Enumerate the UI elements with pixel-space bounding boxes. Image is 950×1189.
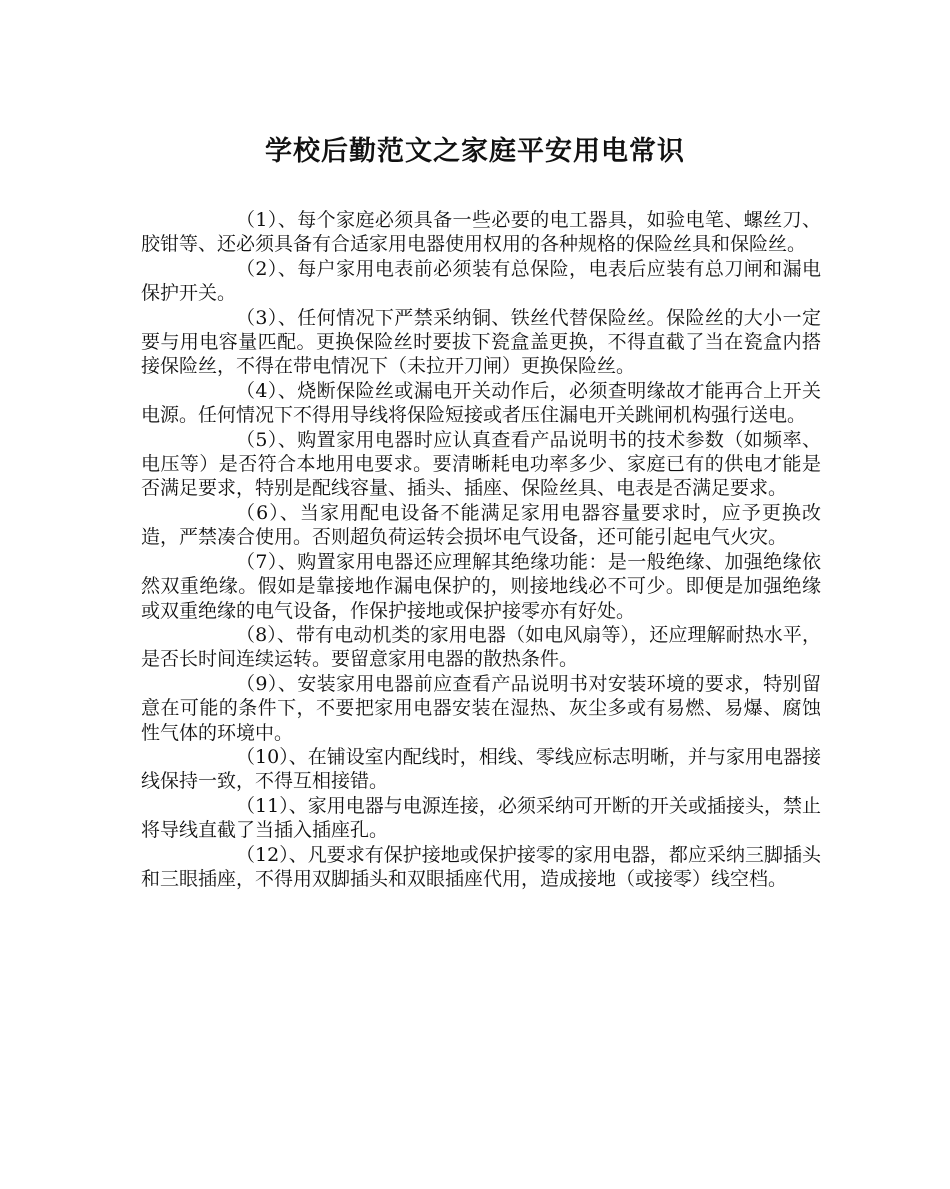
- paragraph-1: （1）、每个家庭必须具备一些必要的电工器具，如验电笔、螺丝刀、胶钳等、还必须具备有合适家用电器使用权用的各种规格的保险丝具和保险丝。: [141, 209, 821, 256]
- paragraph-2: （2）、每户家用电表前必须装有总保险，电表后应装有总刀闸和漏电保护开关。: [141, 257, 821, 305]
- paragraph-3: （3）、任何情况下严禁采纳铜、铁丝代替保险丝。保险丝的大小一定要与用电容量匹配。更换保险丝时要拔下瓷盒盖更换，不得直截了当在瓷盒内搭接保险丝，不得在带电情况下（未拉开刀闸）更换保险丝。: [141, 306, 821, 378]
- document-body: [141, 208, 821, 891]
- paragraph-12: （12）、凡要求有保护接地或保护接零的家用电器，都应采纳三脚插头和三眼插座，不得用双脚插头和双眼插座代用，造成接地（或接零）线空档。: [141, 843, 821, 890]
- paragraph-9: （9）、安装家用电器前应查看产品说明书对安装环境的要求，特别留意在可能的条件下，不要把家用电器安装在湿热、灰尘多或有易燃、易爆、腐蚀性气体的环境中。: [141, 672, 821, 744]
- paragraph-7: （7）、购置家用电器还应理解其绝缘功能：是一般绝缘、加强绝缘依然双重绝缘。假如是靠接地作漏电保护的，则接地线必不可少。即便是加强绝缘或双重绝缘的电气设备，作保护接地或保护接零亦有好处。: [141, 550, 821, 622]
- paragraph-8: （8）、带有电动机类的家用电器（如电风扇等），还应理解耐热水平，是否长时间连续运转。要留意家用电器的散热条件。: [141, 623, 821, 671]
- paragraph-11: （11）、家用电器与电源连接，必须采纳可开断的开关或插接头，禁止将导线直截了当插入插座孔。: [141, 794, 821, 842]
- paragraph-6: （6）、当家用配电设备不能满足家用电器容量要求时，应予更换改造，严禁凑合使用。否则超负荷运转会损坏电气设备，还可能引起电气火灾。: [141, 501, 821, 549]
- paragraph-10: （10）、在铺设室内配线时，相线、零线应标志明晰，并与家用电器接线保持一致，不得互相接错。: [141, 745, 821, 793]
- paragraph-4: （4）、烧断保险丝或漏电开关动作后，必须查明缘故才能再合上开关电源。任何情况下不得用导线将保险短接或者压住漏电开关跳闸机构强行送电。: [141, 379, 821, 427]
- document-title: 学校后勤范文之家庭平安用电常识: [265, 136, 685, 167]
- paragraph-5: （5）、购置家用电器时应认真查看产品说明书的技术参数（如频率、电压等）是否符合本地用电要求。要清晰耗电功率多少、家庭已有的供电才能是否满足要求，特别是配线容量、插头、插座、保险丝具、电表是否满足要求。: [141, 428, 821, 500]
